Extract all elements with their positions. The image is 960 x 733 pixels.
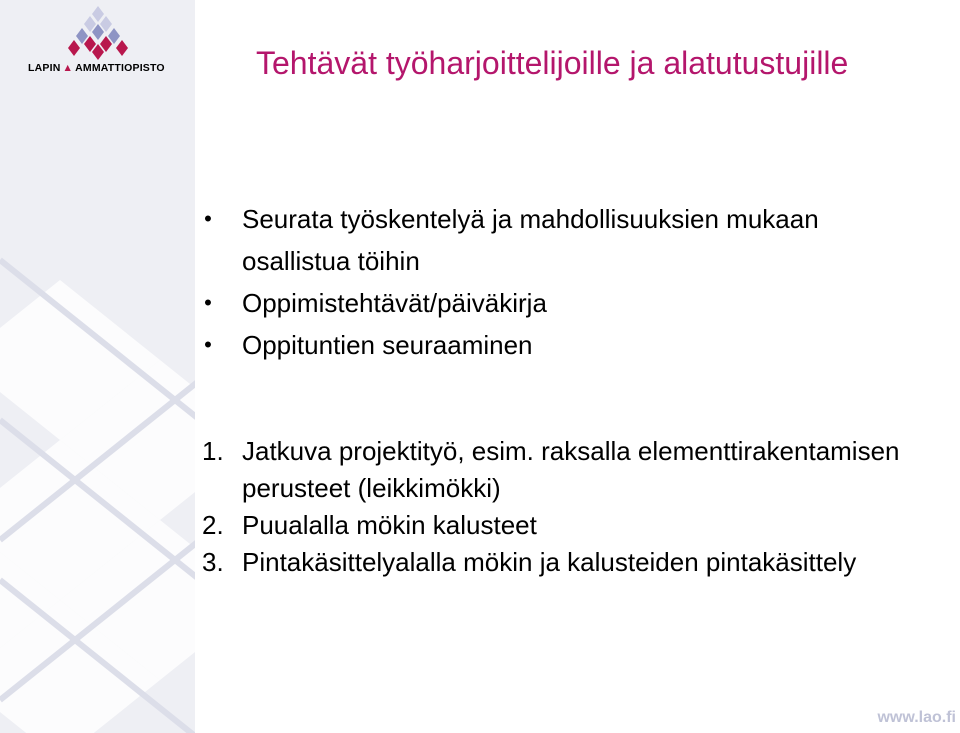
bullet-text: Seurata työskentelyä ja mahdollisuuksien mukaan osallistua töihin [242,204,819,276]
logo-name-left: LAPIN [28,62,61,74]
item-number: 1. [202,436,224,466]
numbered-item [198,433,938,507]
bullet-item [198,282,918,324]
bullet-list [198,198,918,366]
bullet-dot-icon: • [204,290,212,315]
diamond-pattern [0,0,195,733]
logo-separator-icon: ▲ [62,62,74,74]
bullet-dot-icon: • [204,206,212,231]
item-number: 2. [202,510,224,540]
bullet-item [198,198,918,282]
bullet-dot-icon: • [204,332,212,357]
logo-name-right: AMMATTIOPISTO [75,62,165,74]
numbered-item [198,544,938,581]
numbered-item [198,507,938,544]
item-text: Jatkuva projektityö, esim. raksalla elementtirakentamisen perusteet (leikkimökki) [242,436,900,503]
footer-website-link[interactable]: www.lao.fi [877,709,956,726]
slide-title: Tehtävät työharjoittelijoille ja alatutustujille [256,45,849,81]
logo-flower-icon [28,4,168,62]
lapin-ammattiopisto-logo [28,4,168,78]
item-text: Puualalla mökin kalusteet [242,510,537,540]
numbered-list [198,433,938,581]
bullet-text: Oppimistehtävät/päiväkirja [242,288,547,318]
item-text: Pintakäsittelyalalla mökin ja kalusteiden pintakäsittely [242,547,857,577]
item-number: 3. [202,547,224,577]
bullet-item [198,324,918,366]
logo-wordmark [28,62,168,74]
bullet-text: Oppituntien seuraaminen [242,330,533,360]
decorative-side-band [0,0,195,733]
